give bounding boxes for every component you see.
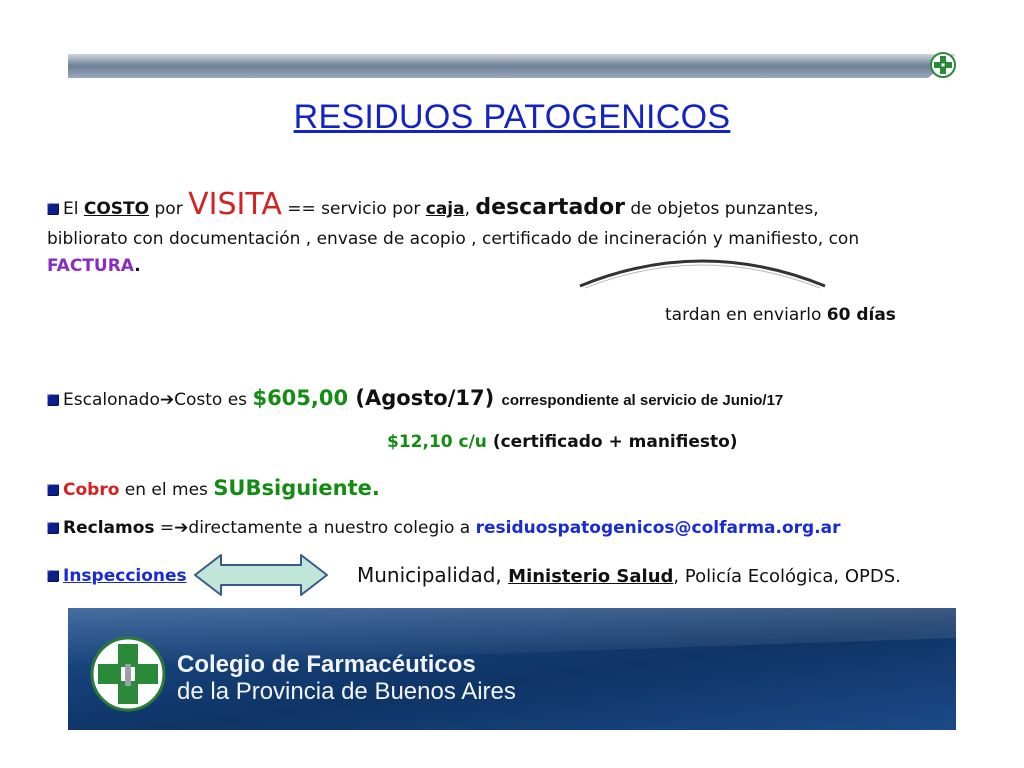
text: directamente a nuestro colegio a [188, 518, 476, 538]
text: Escalonado [63, 390, 160, 410]
double-arrow-icon [193, 553, 329, 597]
descartador-label: descartador [475, 195, 625, 220]
bullet-reclamos [47, 518, 841, 538]
bullet-costo-line2: bibliorato con documentación , envase de acopio , certificado de incineración y manifiesto, con [47, 229, 860, 249]
bullet-icon [47, 203, 59, 215]
text: en el mes [119, 480, 214, 500]
visita-label: VISITA [188, 187, 282, 222]
cobro-label: Cobro [63, 480, 120, 500]
text: , Policía Ecológica, OPDS. [673, 566, 901, 587]
bullet-icon [47, 570, 59, 582]
price-value: $605,00 [252, 386, 349, 410]
text: correspondiente al servicio de Junio/17 [501, 392, 784, 409]
text: tardan en enviarlo [665, 305, 827, 325]
caja-label: caja [425, 199, 465, 219]
bullet-costo-line3 [47, 256, 141, 276]
unit-price-value: $12,10 c/u [387, 432, 487, 452]
bullet-costo [47, 187, 819, 222]
bullet-icon [47, 394, 59, 406]
text: Costo es [174, 390, 253, 410]
arc-connector [575, 252, 830, 292]
inspecciones-entities [357, 563, 901, 587]
page-title: RESIDUOS PATOGENICOS [293, 98, 731, 136]
bullet-icon [47, 484, 59, 496]
colegio-logo-icon [930, 52, 956, 78]
days-value: 60 días [826, 305, 896, 325]
bullet-inspecciones [47, 566, 187, 586]
bullet-escalonado [47, 386, 783, 410]
top-header-bar [68, 54, 956, 78]
text: de objetos punzantes, [625, 199, 819, 219]
bullet-cobro [47, 476, 380, 500]
text: por [149, 199, 189, 219]
footer-org-region: de la Provincia de Buenos Aires [177, 678, 516, 705]
colegio-emblem-icon [90, 636, 166, 712]
text: El [63, 199, 84, 219]
text: Municipalidad, [357, 563, 509, 587]
text: (Agosto/17) [348, 386, 502, 410]
bullet-icon [47, 522, 59, 534]
text: (certificado + manifiesto) [486, 432, 738, 452]
text: . [134, 256, 141, 276]
reclamos-label: Reclamos [63, 518, 155, 538]
delay-note [665, 305, 896, 325]
factura-label: FACTURA [47, 256, 135, 276]
text: = [154, 518, 175, 538]
text: == servicio por [281, 199, 426, 219]
costo-label: COSTO [83, 199, 150, 219]
subsiguiente-label: SUBsiguiente. [213, 476, 380, 500]
footer-org-name: Colegio de Farmacéuticos [177, 651, 476, 678]
right-arrow-icon: ➔ [159, 390, 175, 410]
text: , [464, 199, 476, 219]
email-link[interactable]: residuospatogenicos@colfarma.org.ar [475, 518, 841, 538]
right-arrow-icon: ➔ [174, 518, 189, 538]
unit-price-line [387, 432, 738, 452]
ministerio-label: Ministerio Salud [508, 566, 674, 587]
inspecciones-label: Inspecciones [63, 566, 187, 586]
